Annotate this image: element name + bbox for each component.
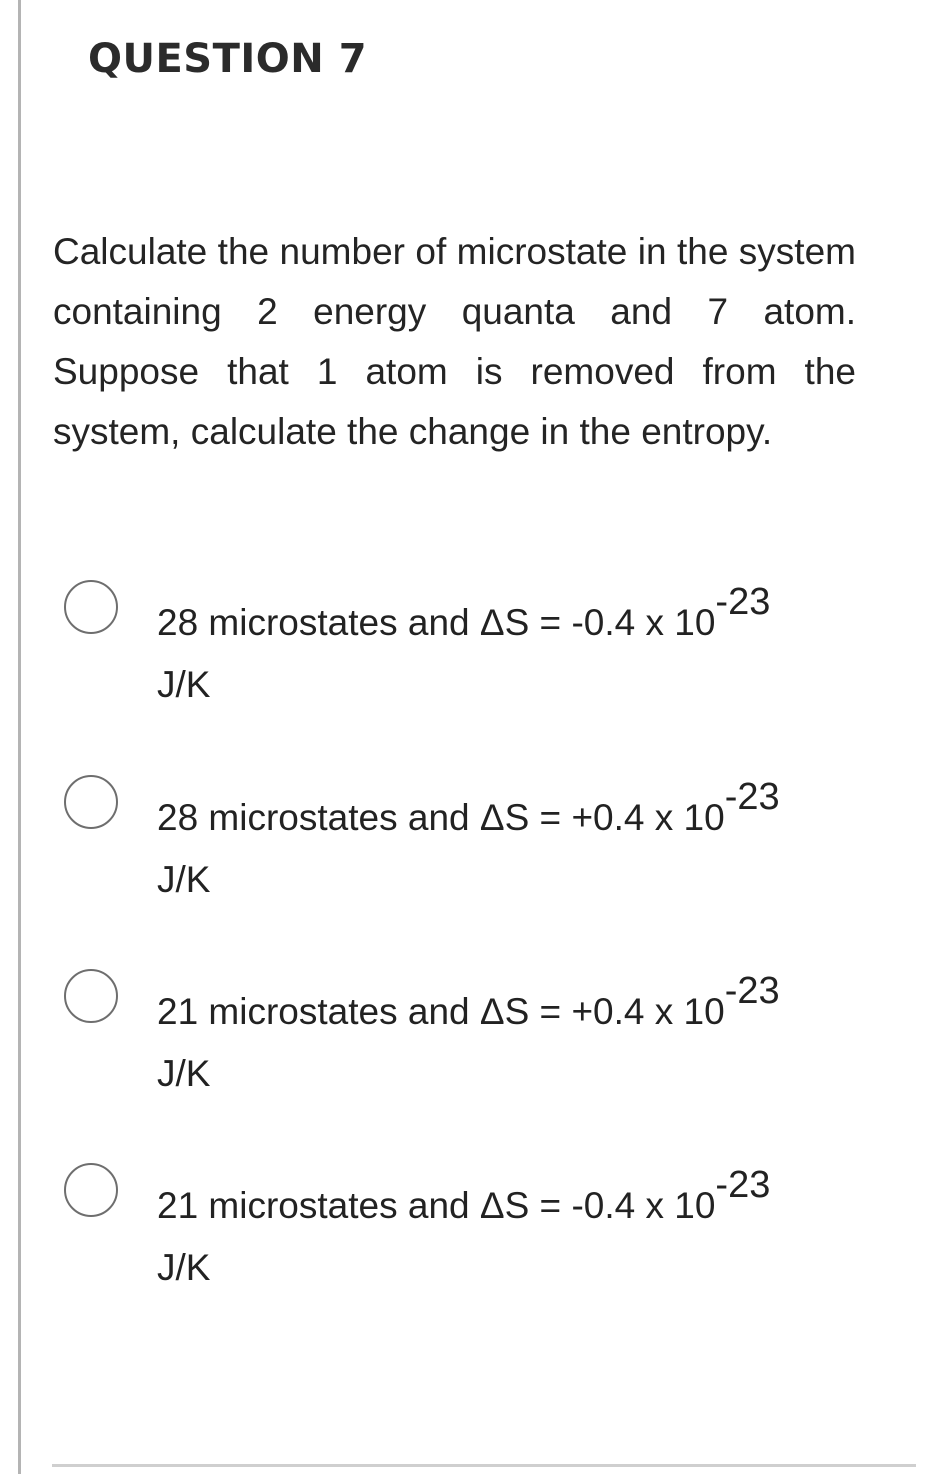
option-unit: J/K: [157, 1053, 211, 1094]
radio-button[interactable]: [64, 775, 118, 829]
option-unit: J/K: [157, 859, 211, 900]
option-text: 28 microstates and ΔS = -0.4 x 10: [157, 602, 716, 643]
answer-option-2[interactable]: [64, 775, 864, 905]
option-unit: J/K: [157, 664, 211, 705]
option-exponent: -23: [724, 775, 780, 818]
radio-button[interactable]: [64, 1163, 118, 1217]
option-exponent: -23: [715, 1163, 771, 1206]
option-label: [157, 580, 857, 716]
option-text: 28 microstates and ΔS = +0.4 x 10: [157, 797, 725, 838]
bottom-divider: [52, 1464, 916, 1467]
question-title: QUESTION 7: [88, 36, 368, 82]
option-exponent: -23: [724, 969, 780, 1012]
answer-option-3[interactable]: [64, 969, 864, 1099]
answer-option-1[interactable]: [64, 580, 864, 710]
left-border: [18, 0, 21, 1474]
question-text: Calculate the number of microstate in the system containing 2 energy quanta and 7 atom. Suppose that 1 atom is removed from the system, calculate the change in the entropy.: [53, 231, 856, 452]
option-text: 21 microstates and ΔS = -0.4 x 10: [157, 1185, 716, 1226]
option-exponent: -23: [715, 580, 771, 623]
option-label: [157, 969, 857, 1105]
option-text: 21 microstates and ΔS = +0.4 x 10: [157, 991, 725, 1032]
option-unit: J/K: [157, 1247, 211, 1288]
radio-button[interactable]: [64, 580, 118, 634]
option-label: [157, 775, 857, 911]
answer-option-4[interactable]: [64, 1163, 864, 1293]
option-label: [157, 1163, 857, 1299]
radio-button[interactable]: [64, 969, 118, 1023]
